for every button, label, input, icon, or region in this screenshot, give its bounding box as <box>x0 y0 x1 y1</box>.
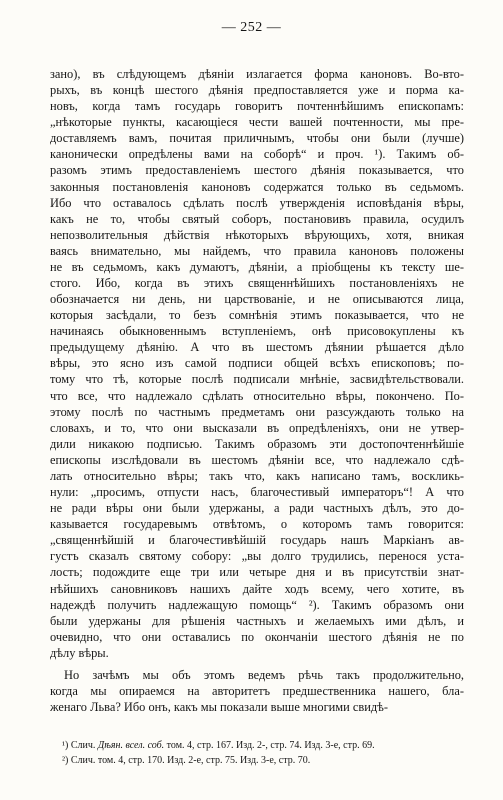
text-line: разомъ этимъ предоставленіемъ шестого дѣянія показывается, что <box>50 163 464 178</box>
text-line: ваясь внимательно, мы найдемъ, что правила каноновъ положены <box>50 243 464 258</box>
text-line: новъ, когда тамъ государь говоритъ почтеннѣйшимъ епископамъ: <box>50 99 464 114</box>
text-line: непозволительныя дѣйствія нѣкоторыхъ вѣрующихъ, хотя, вникая <box>50 227 464 242</box>
text-line: какъ не то, чтобы святый соборъ, постановивъ правила, осудилъ <box>50 211 464 226</box>
footnote-mark: ¹) <box>62 740 69 751</box>
text-line: очевидно, что они оставались по окончаніи шестого дѣянія не по <box>50 629 464 644</box>
text-line: не ради вѣры они были удержаны, а ради частныхъ дѣлъ, это до- <box>50 501 464 516</box>
text-line: лость; подождите еще три или четыре дня и въ присутствіи знат- <box>50 565 464 580</box>
text-line: что все, что надлежало сдѣлать относительно вѣры, покончено. По- <box>50 388 464 403</box>
text-line: надеждѣ получить надлежащую помощь“ ²). Такимъ образомъ они <box>50 597 464 612</box>
text-line: доставляемъ вамъ, почитая приличнымъ, чтобы они были (лучше) <box>50 131 464 146</box>
text-line: рыхъ, въ концѣ шестого дѣянія предпоставляется уже и порма ка- <box>50 83 464 98</box>
text-line: вѣры, это ясно изъ самой подписи общей всѣхъ епископовъ; по- <box>50 356 464 371</box>
text-line: „священнѣйшій и благочестивѣйшій государь нашъ Маркіанъ ав- <box>50 533 464 548</box>
text-line: обозначается ни день, ни царствованіе, и не описываются лица, <box>50 292 464 307</box>
text-line: нѣйшихъ сановниковъ нашихъ дайте ходъ всему, чего хотите, въ <box>50 581 464 596</box>
text-line: „нѣкоторые пункты, касающіеся чести вашей почтенности, мы пре- <box>50 115 464 130</box>
footnote-text: том. 4, стр. 167. Изд. 2-, стр. 74. Изд. 3-е, стр. 69. <box>164 740 375 751</box>
text-line: женаго Льва? Ибо онъ, какъ мы показали выше многими свидѣ- <box>50 700 389 715</box>
text-line: стого. Ибо, когда въ этихъ священнѣйшихъ постановленіяхъ не <box>50 276 464 291</box>
text-line: начинаясь обыкновеннымъ вступленіемъ, онѣ присовокуплены къ <box>50 324 464 339</box>
text-line: не въ седьмомъ, какъ думаютъ, дѣяніи, а пріобщены къ тексту ше- <box>50 259 464 274</box>
text-line: епископы изслѣдовали въ шестомъ дѣяніи все, что надлежало сдѣ- <box>50 452 464 467</box>
text-line: этому послѣ по частнымъ предметамъ они разсуждають только на <box>50 404 464 419</box>
footnote-text: Слич. том. 4, стр. 170. Изд. 2-е, стр. 75. Изд. 3-е, стр. 70. <box>70 755 311 766</box>
footnotes <box>62 738 462 768</box>
footnote-italic-title: Дѣян. всел. соб. <box>97 740 165 751</box>
text-line: густъ сказалъ святому собору: „вы долго трудились, перенося уста- <box>50 549 464 564</box>
text-line: Но зачѣмъ мы объ этомъ ведемъ рѣчь такъ продолжительно, <box>64 667 464 682</box>
text-line: казывается государевымъ отвѣтомъ, о которомъ тамъ говорится: <box>50 517 464 532</box>
text-line: были удержаны для рѣшенія частныхъ и желаемыхъ ими дѣлъ, и <box>50 613 464 628</box>
text-line: которыя засѣдали, то безъ сомнѣнія этимъ показывается, что не <box>50 308 464 323</box>
text-line: зано), въ слѣдующемъ дѣяніи излагается форма каноновъ. Во-вто- <box>50 67 464 81</box>
text-line: дили никакою подписью. Такимъ образомъ эти достопочтеннѣйшіе <box>50 436 464 451</box>
text-line: лать относительно вѣры; такъ что, какъ написано тамъ, воскликь- <box>50 468 464 483</box>
text-line: нули: „просимъ, отпусти насъ, благочестивый императоръ“! А что <box>50 485 464 500</box>
text-line: тому что тѣ, которые послѣ подписали мнѣніе, засвидѣтельствовали. <box>50 372 464 387</box>
text-line: предыдущему дѣянію. А что въ шестомъ дѣянии рѣшается дѣло <box>50 340 464 355</box>
footnote-1 <box>62 738 462 753</box>
text-line: Ибо что оставалось сдѣлать послѣ утвержденія исповѣданія вѣры, <box>50 195 464 210</box>
main-text <box>50 66 464 715</box>
text-line: когда мы опираемся на авторитетъ предшественника нашего, бла- <box>50 683 464 698</box>
text-line: словахъ, и то, что они высказали въ опредѣленіяхъ, они не утвер- <box>50 420 464 435</box>
footnote-text: Слич. <box>70 740 98 751</box>
text-line: канонически опредѣлены вами на соборѣ“ и проч. ¹). Такимъ об- <box>50 147 464 162</box>
text-line: законныя постановленія каноновъ содержатся только въ седьмомъ. <box>50 179 464 194</box>
footnote-mark: ²) <box>62 755 69 766</box>
footnote-2 <box>62 753 462 768</box>
text-line: дѣлу вѣры. <box>50 645 109 660</box>
page-number: — 252 — <box>221 20 282 35</box>
